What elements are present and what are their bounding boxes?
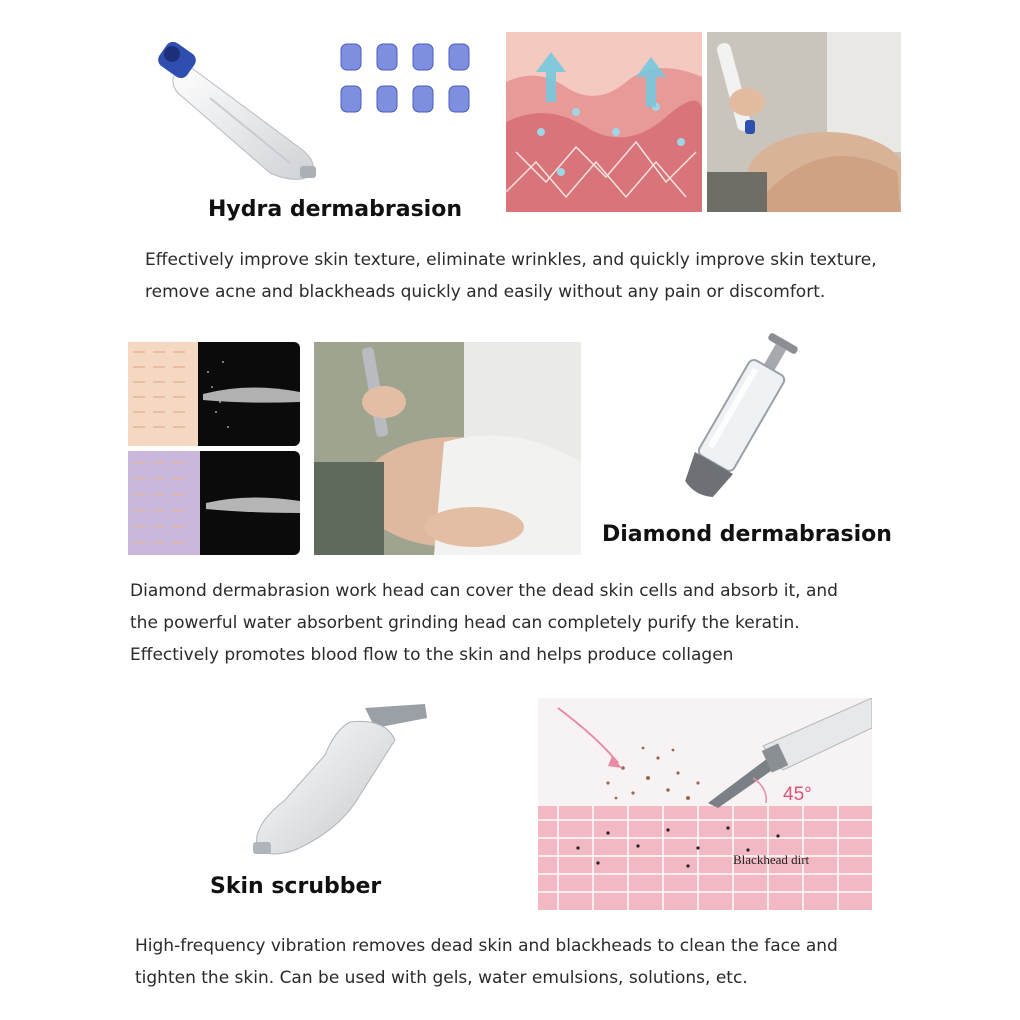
scrubber-description: [135, 930, 838, 994]
blackhead-dirt-label: Blackhead dirt: [733, 852, 810, 867]
hydra-line-2: remove acne and blackheads quickly and easily without any pain or discomfort.: [145, 282, 826, 302]
hydra-wand-image: [150, 38, 330, 188]
diamond-title: Diamond dermabrasion: [602, 522, 892, 547]
scrubber-line-2: tighten the skin. Can be used with gels, water emulsions, solutions, etc.: [135, 968, 748, 988]
scrubber-line-1: High-frequency vibration removes dead skin and blackheads to clean the face and: [135, 936, 838, 956]
diamond-wand-image: [660, 328, 820, 508]
scrubber-title: Skin scrubber: [210, 874, 382, 899]
spray-illustration-bottom: [128, 451, 300, 555]
diamond-line-1: Diamond dermabrasion work head can cover the dead skin cells and absorb it, and: [130, 581, 838, 601]
diamond-line-2: the powerful water absorbent grinding head can completely purify the keratin.: [130, 613, 800, 633]
hydra-treatment-photo: [707, 32, 901, 212]
angle-label: 45°: [783, 784, 812, 805]
skin-layer-illustration: [506, 32, 702, 212]
diamond-line-3: Effectively promotes blood flow to the skin and helps produce collagen: [130, 645, 734, 665]
hydra-line-1: Effectively improve skin texture, eliminate wrinkles, and quickly improve skin texture,: [145, 250, 877, 270]
hydra-title: Hydra dermabrasion: [208, 197, 462, 222]
diamond-treatment-photo: [314, 342, 581, 555]
diamond-description: [130, 575, 838, 671]
hydra-description: [145, 244, 877, 308]
skin-scrubber-image: [245, 700, 435, 870]
spray-illustration-top: [128, 342, 300, 446]
blackhead-extraction-diagram: [538, 698, 872, 910]
hydra-tips-image: [335, 40, 485, 120]
